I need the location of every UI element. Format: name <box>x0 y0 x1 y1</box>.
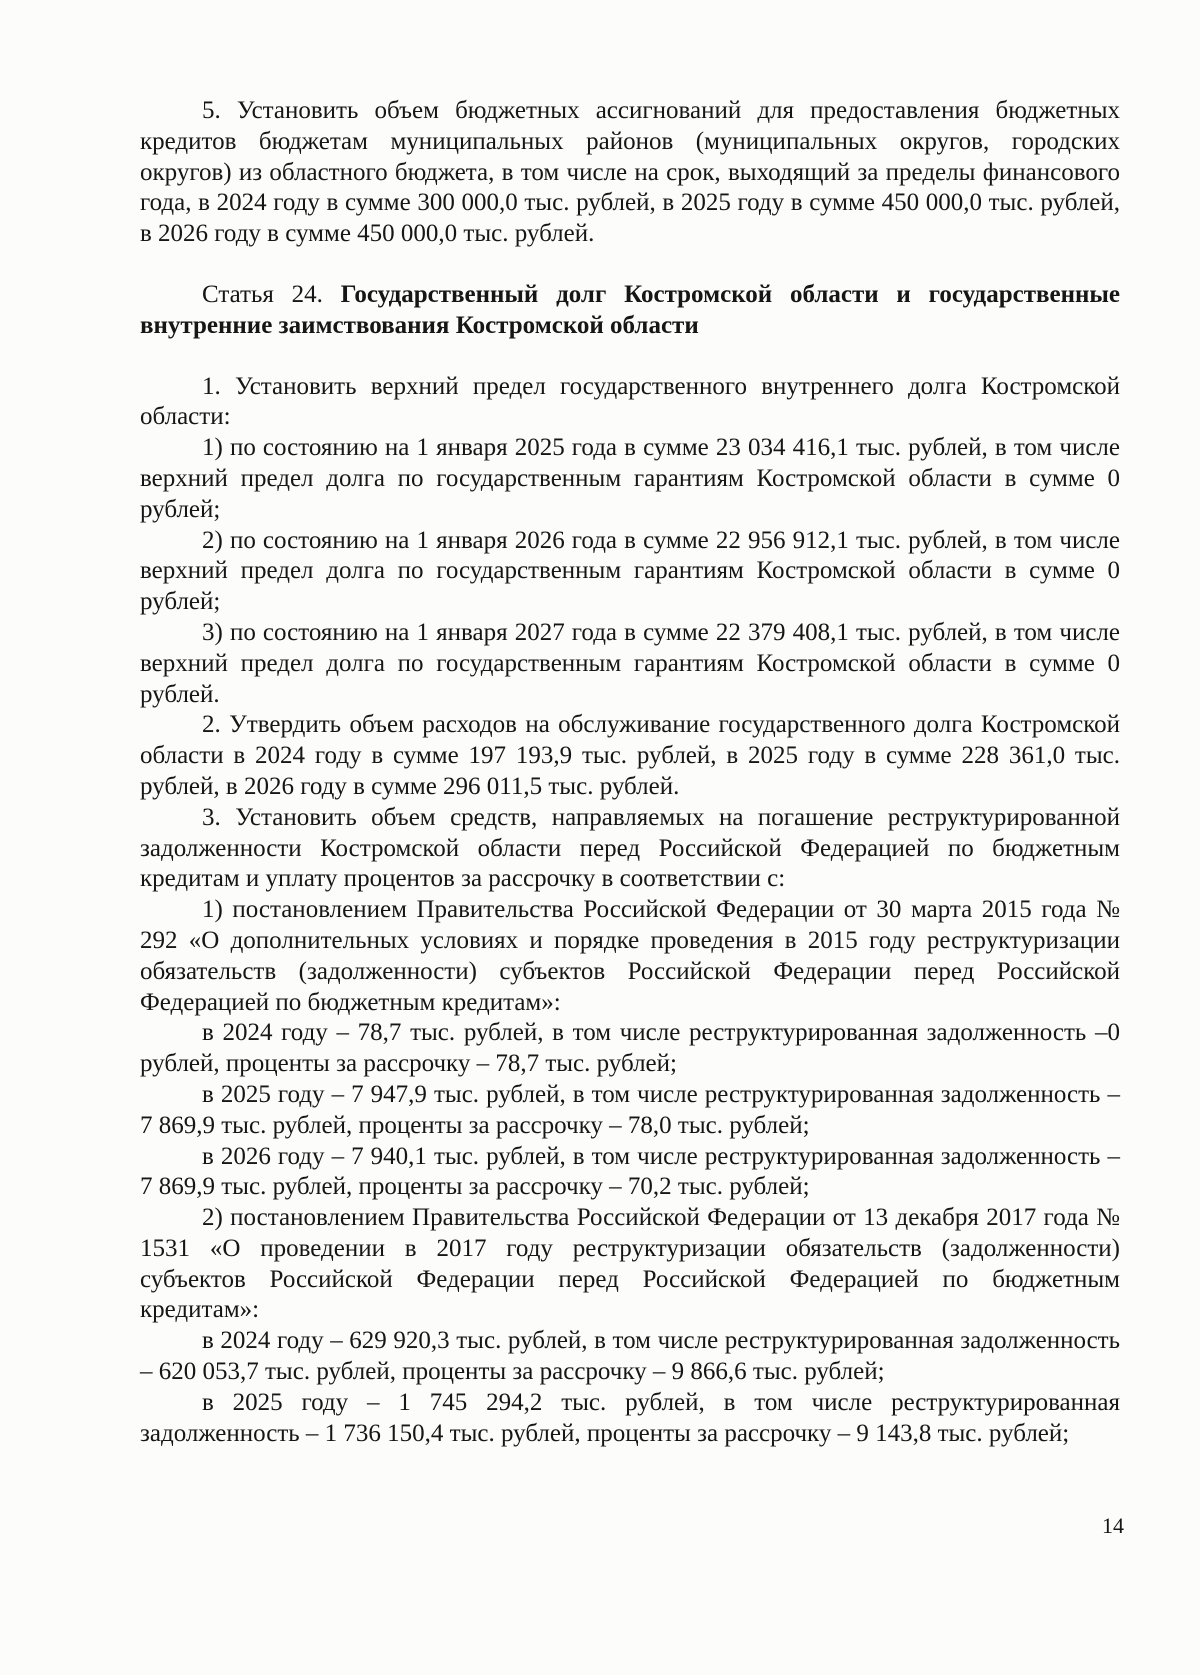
paragraph-24-1-1: 1) по состоянию на 1 января 2025 года в сумме 23 034 416,1 тыс. рублей, в том числе верхний предел долга по государственным гарантиям Костромской области в сумме 0 рублей; <box>140 434 1120 523</box>
spacer <box>140 342 1120 372</box>
paragraph-24-2: 2. Утвердить объем расходов на обслуживание государственного долга Костромской области в 2024 году в сумме 197 193,9 тыс. рублей, в 2025 году в сумме 228 361,0 тыс. рублей, в 2026 году в сумме 296 011,5 тыс. рублей. <box>140 711 1120 800</box>
paragraph-24-1-2: 2) по состоянию на 1 января 2026 года в сумме 22 956 912,1 тыс. рублей, в том числе верхний предел долга по государственным гарантиям Костромской области в сумме 0 рублей; <box>140 526 1120 616</box>
paragraph-24-3-1-2025: в 2025 году – 7 947,9 тыс. рублей, в том числе реструктурированная задолженность – 7 869,9 тыс. рублей, проценты за рассрочку – 78,0 тыс. рублей; <box>140 1080 1120 1139</box>
spacer <box>140 250 1120 280</box>
paragraph-24-3-1-2024: в 2024 году – 78,7 тыс. рублей, в том числе реструктурированная задолженность –0 рублей, проценты за рассрочку – 78,7 тыс. рублей; <box>140 1019 1120 1078</box>
article-heading <box>140 280 1120 342</box>
paragraph-24-3-2-2025: в 2025 году – 1 745 294,2 тыс. рублей, в том числе реструктурированная задолженность – 1 736 150,4 тыс. рублей, проценты за рассрочку – 9 143,8 тыс. рублей; <box>140 1388 1120 1447</box>
paragraph-24-3-2: 2) постановлением Правительства Российской Федерации от 13 декабря 2017 года № 1531 «О проведении в 2017 году реструктуризации обязательств (задолженности) субъектов Российской Федерации перед Российской Федерацией по бюджетным кредитам»: <box>140 1204 1120 1324</box>
document-body <box>140 96 1120 1449</box>
article-title: Государственный долг Костромской области и государственные внутренние заимствования Костромской области <box>140 280 1120 339</box>
paragraph-24-3-2-2024: в 2024 году – 629 920,3 тыс. рублей, в том числе реструктурированная задолженность – 620 053,7 тыс. рублей, проценты за рассрочку – 9 866,6 тыс. рублей; <box>140 1327 1120 1386</box>
paragraph-24-3-1-2026: в 2026 году – 7 940,1 тыс. рублей, в том числе реструктурированная задолженность – 7 869,9 тыс. рублей, проценты за рассрочку – 70,2 тыс. рублей; <box>140 1142 1120 1201</box>
page-number: 14 <box>1102 1513 1124 1538</box>
paragraph-24-1: 1. Установить верхний предел государственного внутреннего долга Костромской области: <box>140 372 1120 431</box>
article-number: Статья 24. <box>202 280 341 308</box>
paragraph-24-3-1: 1) постановлением Правительства Российской Федерации от 30 марта 2015 года № 292 «О дополнительных условиях и порядке проведения в 2015 году реструктуризации обязательств (задолженности) субъектов Российской Федерации перед Российской Федерацией по бюджетным кредитам»: <box>140 896 1120 1016</box>
paragraph-24-3: 3. Установить объем средств, направляемых на погашение реструктурированной задолженности Костромской области перед Российской Федерацией по бюджетным кредитам и уплату процентов за рассрочку в соответствии с: <box>140 803 1120 893</box>
paragraph-5: 5. Установить объем бюджетных ассигнований для предоставления бюджетных кредитов бюджетам муниципальных районов (муниципальных округов, городских округов) из областного бюджета, в том числе на срок, выходящий за пределы финансового года, в 2024 году в сумме 300 000,0 тыс. рублей, в 2025 году в сумме 450 000,0 тыс. рублей, в 2026 году в сумме 450 000,0 тыс. рублей. <box>140 97 1120 248</box>
paragraph-24-1-3: 3) по состоянию на 1 января 2027 года в сумме 22 379 408,1 тыс. рублей, в том числе верхний предел долга по государственным гарантиям Костромской области в сумме 0 рублей. <box>140 618 1120 708</box>
